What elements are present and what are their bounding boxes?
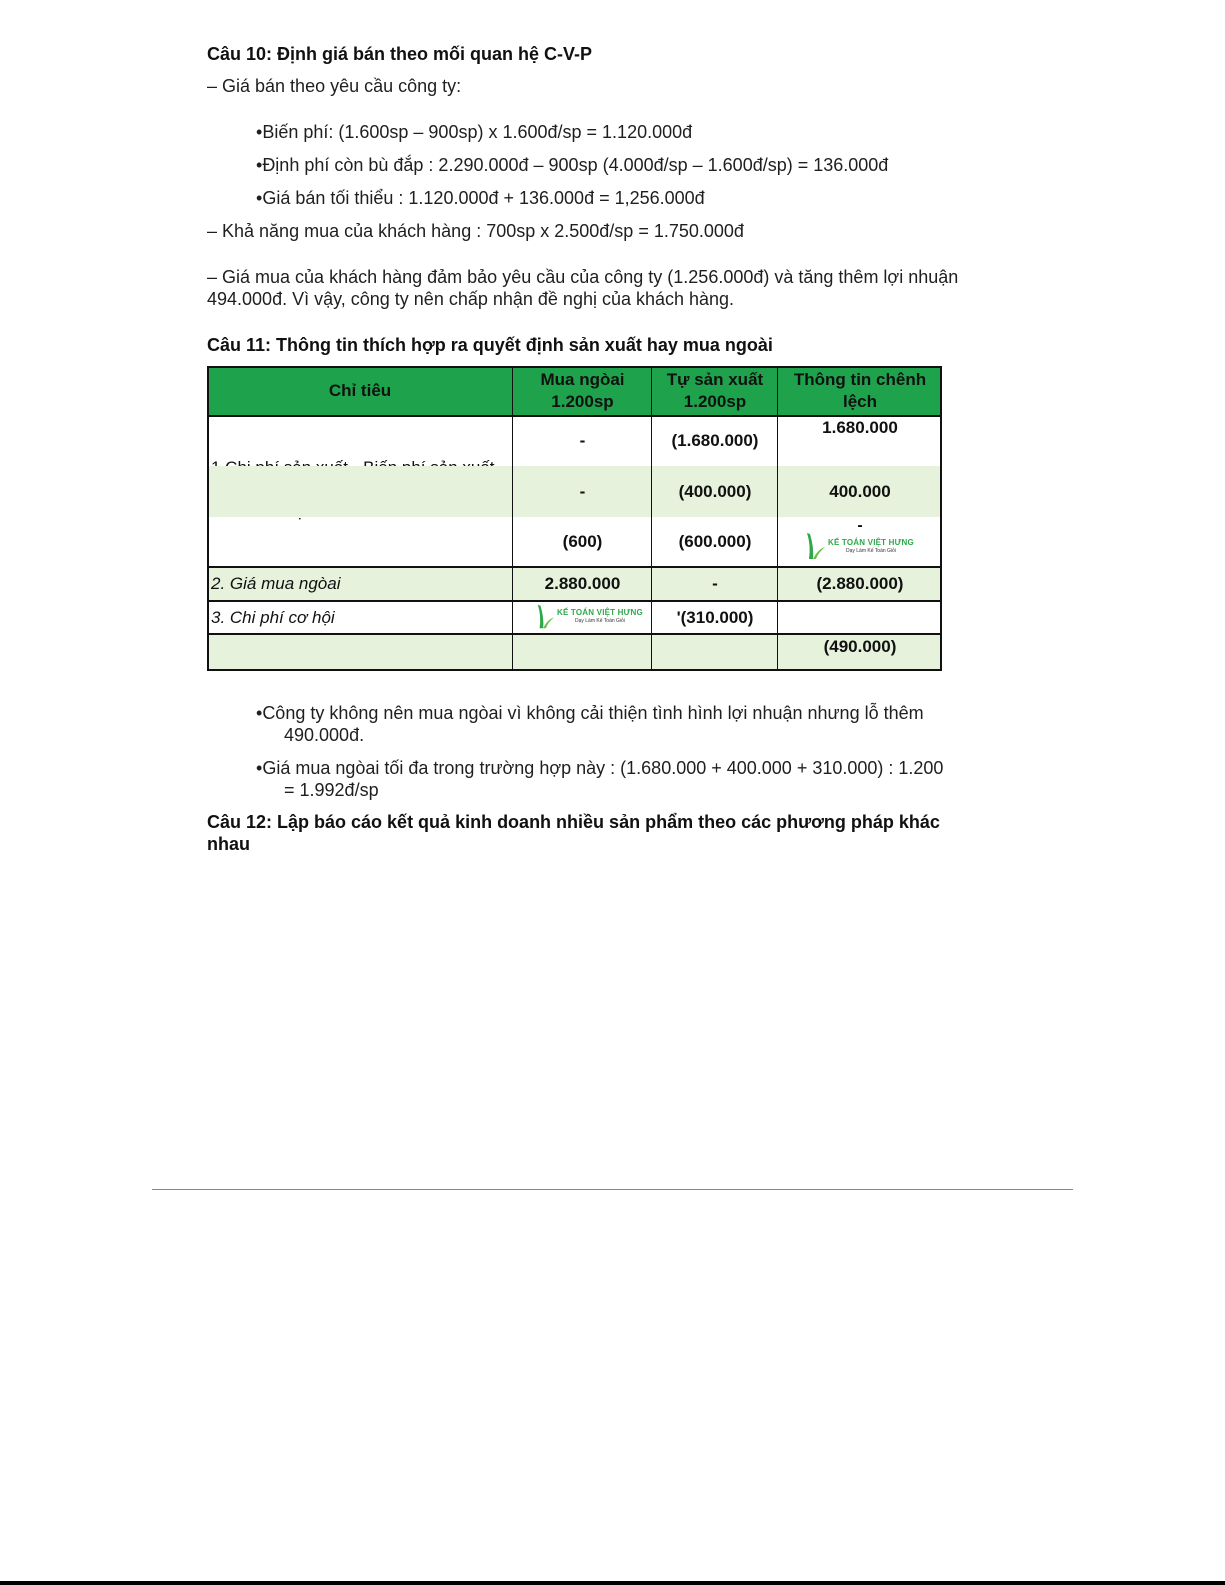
section-10-title: Câu 10: Định giá bán theo mối quan hệ C-V-P — [207, 44, 593, 64]
table-border — [207, 669, 942, 671]
conclusion-line-1: – Giá mua của khách hàng đảm bảo yêu cầu của công ty (1.256.000đ) và tăng thêm lợi nhuận — [207, 267, 959, 287]
watermark-logo — [535, 603, 643, 630]
bullet-text: Giá bán tối thiểu : 1.120.000đ + 136.000đ = 1,256.000đ — [262, 188, 705, 208]
bullet-dot: • — [256, 758, 263, 778]
table-cell: 400.000 — [778, 466, 942, 517]
table-border — [651, 366, 652, 671]
table-cell: '(310.000) — [652, 601, 778, 634]
table-cell: (600.000) — [652, 517, 778, 567]
section-10-intro: – Giá bán theo yêu cầu công ty: — [207, 76, 462, 96]
decision-table — [207, 366, 942, 671]
table-cell — [207, 634, 513, 671]
table-cell — [652, 634, 778, 671]
watermark-logo — [804, 531, 914, 561]
table-cell — [778, 517, 942, 567]
table-border — [207, 566, 942, 568]
bullet-text: Biến phí: (1.600sp – 900sp) x 1.600đ/sp = 1.120.000đ — [262, 122, 693, 142]
table-border — [207, 366, 209, 671]
header-cell: Tự sản xuất 1.200sp — [652, 366, 778, 416]
table-cell: 1.680.000 — [778, 416, 942, 466]
table-border — [207, 633, 942, 635]
row-label-cell: 2. Giá mua ngòai — [207, 567, 513, 601]
section-11-title: Câu 11: Thông tin thích hợp ra quyết định sản xuất hay mua ngoài — [207, 335, 773, 355]
conclusion-line-2: 494.000đ. Vì vậy, công ty nên chấp nhận đề nghị của khách hàng. — [207, 289, 735, 309]
table-border — [777, 366, 778, 671]
bullet-item — [256, 187, 705, 209]
bullet-text: Giá mua ngòai tối đa trong trường hợp này : (1.680.000 + 400.000 + 310.000) : 1.200 — [262, 758, 944, 778]
page-divider — [152, 1189, 1073, 1190]
logo-name: KẾ TOÁN VIỆT HƯNG — [557, 608, 643, 617]
bullet-item — [256, 702, 924, 724]
table-cell: (600) — [513, 517, 652, 567]
row-label-cell: 3. Chi phí cơ hội — [207, 601, 513, 634]
bullet-continuation: = 1.992đ/sp — [284, 780, 379, 800]
header-cell: Mua ngòai 1.200sp — [513, 366, 652, 416]
bullet-text: Công ty không nên mua ngòai vì không cải thiện tình hình lợi nhuận nhưng lỗ thêm — [262, 703, 924, 723]
page-bottom-edge — [0, 1581, 1225, 1585]
bullet-dot: • — [256, 703, 263, 723]
bullet-text: Định phí còn bù đắp : 2.290.000đ – 900sp (4.000đ/sp – 1.600đ/sp) = 136.000đ — [262, 155, 889, 175]
section-12-title: Câu 12: Lập báo cáo kết quả kinh doanh nhiều sản phẩm theo các phương pháp khác — [207, 812, 940, 832]
header-cell: Chỉ tiêu — [207, 366, 513, 416]
table-cell: (400.000) — [652, 466, 778, 517]
table-cell — [513, 634, 652, 671]
header-cell: Thông tin chênh lệch — [778, 366, 942, 416]
table-cell: (490.000) — [778, 634, 942, 671]
logo-name: KẾ TOÁN VIỆT HƯNG — [828, 537, 914, 547]
table-cell: - — [513, 466, 652, 517]
table-cell: - — [513, 416, 652, 466]
table-cell — [513, 601, 652, 634]
leaf-icon — [804, 531, 826, 561]
table-cell: 2.880.000 — [513, 567, 652, 601]
table-cell: (1.680.000) — [652, 416, 778, 466]
customer-capacity: – Khả năng mua của khách hàng : 700sp x 2.500đ/sp = 1.750.000đ — [207, 221, 744, 241]
table-cell-text: - — [857, 517, 863, 534]
bullet-item — [256, 757, 943, 779]
table-border — [207, 366, 942, 368]
bullet-dot: • — [256, 155, 263, 175]
table-cell: (2.880.000) — [778, 567, 942, 601]
bullet-continuation: 490.000đ. — [284, 725, 365, 745]
section-12-title-cont: nhau — [207, 834, 250, 854]
bullet-dot: • — [256, 122, 263, 142]
bullet-item — [256, 154, 888, 176]
table-border — [207, 600, 942, 602]
table-cell — [778, 601, 942, 634]
table-border — [207, 415, 942, 417]
bullet-dot: • — [256, 188, 263, 208]
logo-tagline: Dạy Làm Kế Toán Giỏi — [845, 547, 896, 554]
leaf-icon — [535, 603, 555, 630]
table-border — [940, 366, 942, 671]
bullet-item — [256, 121, 692, 143]
table-border — [512, 366, 513, 671]
logo-tagline: Dạy Làm Kế Toán Giỏi — [574, 618, 625, 624]
table-cell: - — [652, 567, 778, 601]
row-band — [208, 466, 512, 517]
